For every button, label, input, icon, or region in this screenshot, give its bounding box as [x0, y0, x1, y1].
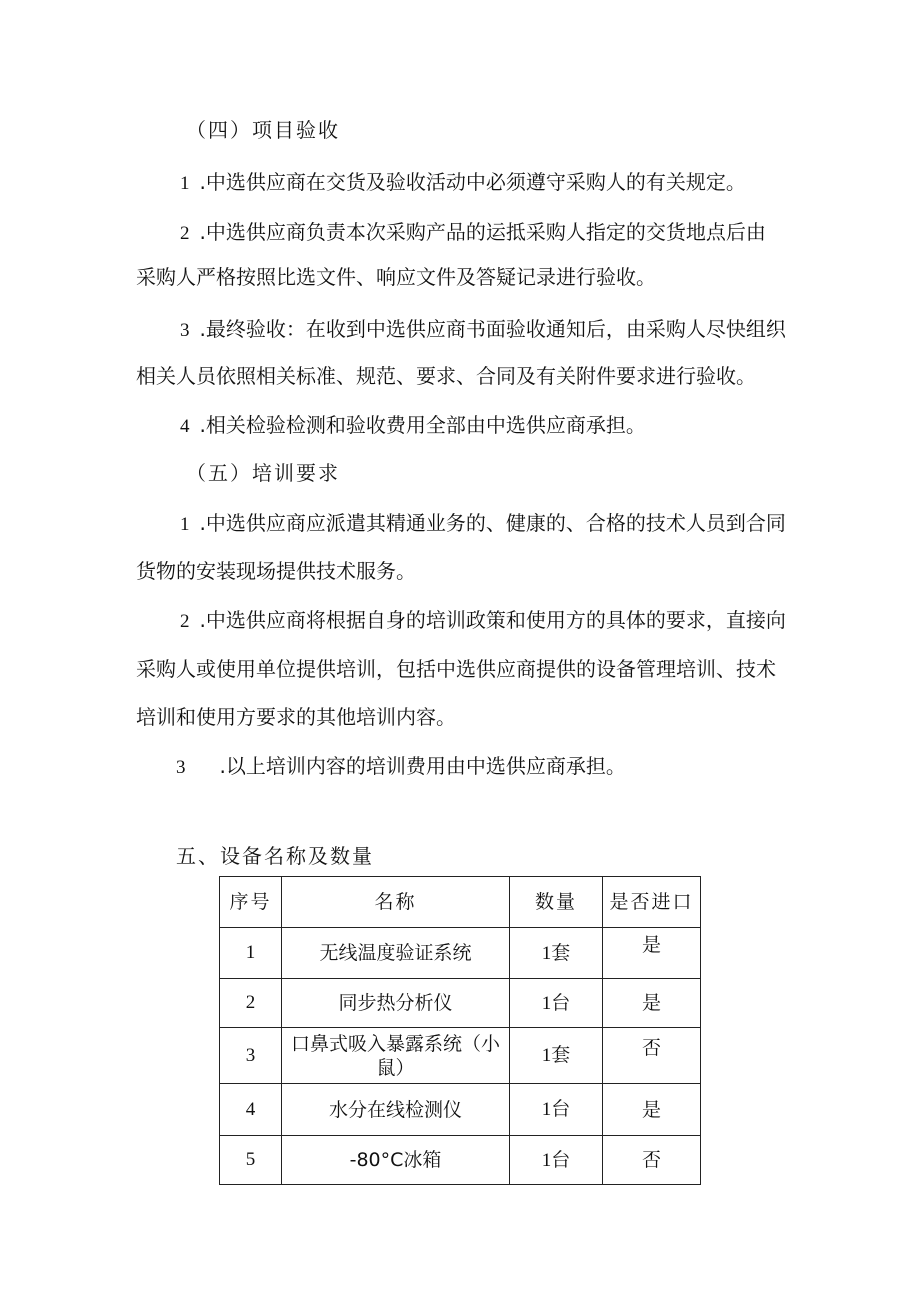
- item-text: .中选供应商在交货及验收活动中必须遵守采购人的有关规定。: [199, 170, 746, 194]
- item-number: 2: [180, 611, 190, 632]
- training-item-2: [180, 606, 786, 636]
- row-imported: 否: [603, 1136, 701, 1185]
- training-item-2-cont-1: 采购人或使用单位提供培训，包括中选供应商提供的设备管理培训、技术: [136, 657, 776, 681]
- table-row: [220, 928, 701, 979]
- row-imported: 是: [603, 1084, 701, 1136]
- column-header-quantity: 数量: [510, 877, 603, 928]
- imported-value: 否: [641, 1036, 661, 1059]
- acceptance-item-4: [180, 411, 646, 441]
- row-imported: [603, 1028, 701, 1084]
- item-number: 3: [180, 320, 190, 341]
- table-row: [220, 1084, 701, 1136]
- training-item-2-cont-2: 培训和使用方要求的其他培训内容。: [136, 705, 456, 729]
- item-text: .中选供应商负责本次采购产品的运抵采购人指定的交货地点后由: [199, 220, 766, 244]
- item-text: .以上培训内容的培训费用由中选供应商承担。: [219, 754, 626, 778]
- column-header-index: 序号: [220, 877, 282, 928]
- item-text: .最终验收：在收到中选供应商书面验收通知后，由采购人尽快组织: [199, 317, 786, 341]
- row-name-line-2: 鼠）: [376, 1056, 415, 1079]
- acceptance-item-3: [180, 315, 786, 345]
- row-name: -80°C冰箱: [282, 1136, 510, 1185]
- row-quantity: [510, 1136, 603, 1185]
- row-name: 同步热分析仪: [282, 979, 510, 1028]
- row-quantity: [510, 1084, 603, 1136]
- item-text: .中选供应商应派遣其精通业务的、健康的、合格的技术人员到合同: [199, 511, 786, 535]
- row-name: 无线温度验证系统: [282, 928, 510, 979]
- quantity-number: 1: [541, 942, 552, 964]
- quantity-unit: 套: [551, 941, 571, 964]
- equipment-table: [219, 876, 701, 1185]
- column-header-name: 名称: [282, 877, 510, 928]
- row-index: 5: [220, 1136, 282, 1185]
- quantity-number: 1: [541, 1045, 552, 1066]
- quantity-number: 1: [541, 992, 552, 1014]
- item-number: 2: [180, 223, 190, 244]
- row-index: 3: [220, 1028, 282, 1084]
- imported-value: 是: [641, 934, 661, 956]
- training-item-3: [176, 752, 626, 782]
- row-imported: [603, 928, 701, 979]
- quantity-unit: 套: [551, 1044, 571, 1066]
- row-quantity: [510, 928, 603, 979]
- acceptance-item-1: [180, 168, 746, 198]
- training-item-1-cont: 货物的安装现场提供技术服务。: [136, 559, 416, 583]
- acceptance-item-2: [180, 218, 766, 248]
- quantity-unit: 台: [551, 1098, 571, 1120]
- quantity-number: 1: [541, 1099, 552, 1120]
- row-name-line-1: 口鼻式吸入暴露系统（小: [290, 1032, 500, 1055]
- equipment-heading: 五、设备名称及数量: [176, 844, 374, 868]
- section-heading-training: （五）培训要求: [186, 461, 340, 485]
- row-name: 水分在线检测仪: [282, 1084, 510, 1136]
- item-number: 1: [180, 514, 190, 535]
- quantity-unit: 台: [551, 991, 571, 1014]
- table-row: [220, 1028, 701, 1084]
- row-index: 2: [220, 979, 282, 1028]
- item-text: .中选供应商将根据自身的培训政策和使用方的具体的要求，直接向: [199, 608, 786, 632]
- acceptance-item-3-cont: 相关人员依照相关标准、规范、要求、合同及有关附件要求进行验收。: [136, 364, 756, 388]
- row-name: [282, 1028, 510, 1084]
- quantity-unit: 台: [551, 1148, 571, 1171]
- row-index: 1: [220, 928, 282, 979]
- table-row: [220, 979, 701, 1028]
- row-quantity: [510, 979, 603, 1028]
- column-header-imported: 是否进口: [603, 877, 701, 928]
- item-number: 4: [180, 416, 190, 437]
- acceptance-item-2-cont: 采购人严格按照比选文件、响应文件及答疑记录进行验收。: [136, 265, 656, 289]
- row-quantity: [510, 1028, 603, 1084]
- quantity-number: 1: [541, 1149, 552, 1171]
- table-header-row: [220, 877, 701, 928]
- item-text: .相关检验检测和验收费用全部由中选供应商承担。: [199, 413, 646, 437]
- row-index: 4: [220, 1084, 282, 1136]
- training-item-1: [180, 509, 786, 539]
- row-imported: 是: [603, 979, 701, 1028]
- section-heading-acceptance: （四）项目验收: [186, 118, 340, 142]
- item-number: 1: [180, 173, 190, 194]
- item-number: 3: [176, 757, 186, 778]
- table-row: [220, 1136, 701, 1185]
